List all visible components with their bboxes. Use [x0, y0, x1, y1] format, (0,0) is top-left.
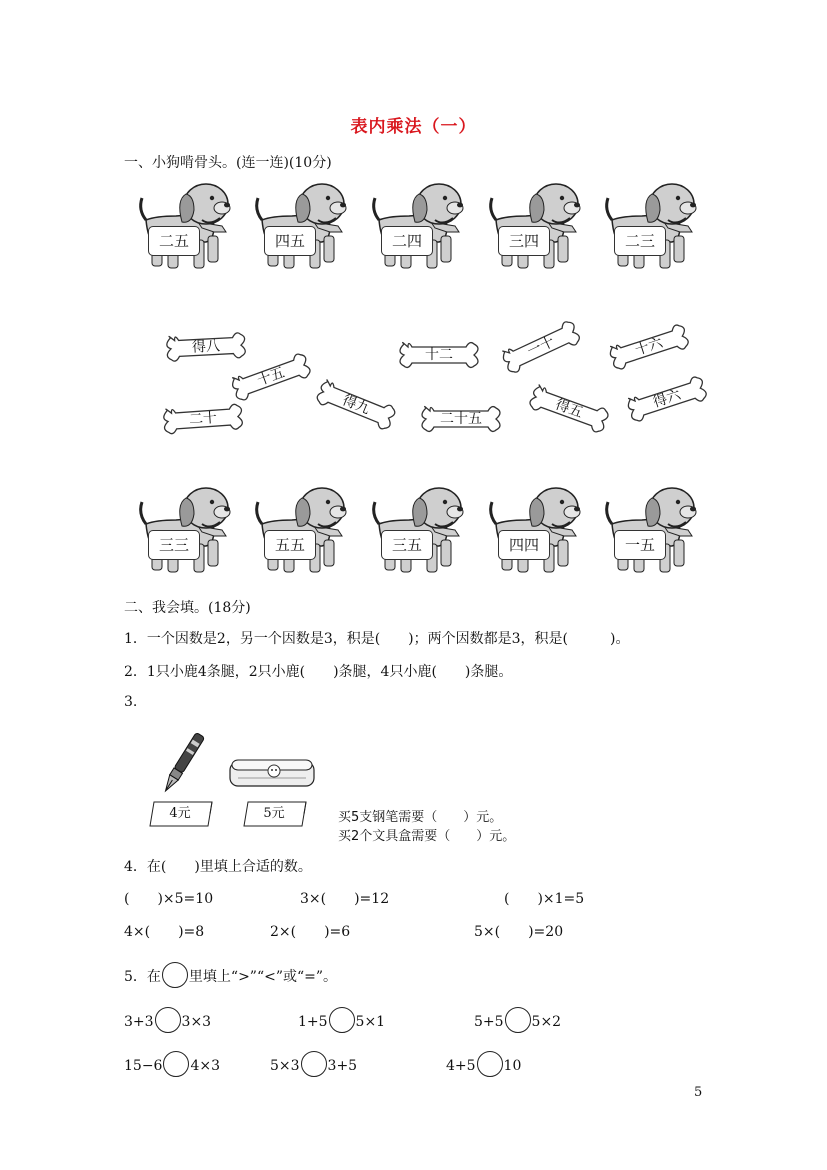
q4-item: 2×( )=6: [270, 924, 351, 940]
dog-label: 三四: [498, 226, 550, 256]
question-3a: 买5支钢笔需要（ ）元。: [338, 810, 503, 825]
bone-label: 十五: [255, 364, 287, 390]
compare-circle-icon[interactable]: [477, 1051, 503, 1077]
q5-item: 5×3 3+5: [270, 1051, 357, 1077]
bone-label: 十六: [633, 335, 665, 359]
compare-circle-icon[interactable]: [155, 1007, 181, 1033]
bone-label: 二十: [188, 410, 218, 428]
top-dog-2[interactable]: [252, 180, 352, 280]
compare-circle-icon: [162, 962, 188, 988]
fountain-pen-icon: [158, 728, 208, 798]
q4-item: 3×( )=12: [300, 891, 390, 907]
dog-label: 五五: [264, 530, 316, 560]
compare-circle-icon[interactable]: [505, 1007, 531, 1033]
section2-heading: 二、我会填。(18分): [124, 600, 251, 616]
dog-label: 二四: [381, 226, 433, 256]
bone-label: 得五: [553, 396, 585, 422]
bone-6[interactable]: [420, 402, 502, 436]
price-pen: 4元: [169, 806, 191, 821]
compare-circle-icon[interactable]: [163, 1051, 189, 1077]
bone-3[interactable]: [312, 374, 401, 436]
bone-label: 十二: [425, 347, 453, 363]
bone-4[interactable]: [161, 399, 245, 439]
top-dog-3[interactable]: [369, 180, 469, 280]
bone-1[interactable]: [164, 328, 248, 366]
page-title: 表内乘法（一）: [350, 117, 477, 137]
bone-7[interactable]: [497, 314, 586, 379]
bone-label: 一十: [524, 333, 558, 361]
dog-label: 二三: [614, 226, 666, 256]
question-5-heading: 5．在 里填上“>”“<”或“=”。: [124, 962, 337, 988]
q5-item: 5+5 5×2: [474, 1007, 561, 1033]
dog-label: 四四: [498, 530, 550, 560]
question-3b: 买2个文具盒需要（ ）元。: [338, 829, 516, 844]
top-dog-4[interactable]: [486, 180, 586, 280]
bone-5[interactable]: [398, 338, 480, 372]
question-3-label: 3.: [124, 694, 138, 710]
bone-8[interactable]: [525, 379, 614, 439]
bottom-dog-3[interactable]: [369, 484, 469, 584]
bone-9[interactable]: [605, 318, 693, 376]
price-box: 5元: [263, 806, 285, 821]
q5-item: 15−6 4×3: [124, 1051, 220, 1077]
dog-label: 四五: [264, 226, 316, 256]
q4-item: 4×( )=8: [124, 924, 205, 940]
q5-item: 1+5 5×1: [298, 1007, 385, 1033]
dog-label: 二五: [148, 226, 200, 256]
bottom-dog-2[interactable]: [252, 484, 352, 584]
top-dog-5[interactable]: [602, 180, 702, 280]
top-dog-1[interactable]: [136, 180, 236, 280]
bottom-dog-1[interactable]: [136, 484, 236, 584]
section1-heading: 一、小狗啃骨头。(连一连)(10分): [124, 155, 332, 171]
bone-10[interactable]: [623, 370, 711, 428]
q5-item: 3+3 3×3: [124, 1007, 211, 1033]
question-2: 2．1只小鹿4条腿，2只小鹿( )条腿，4只小鹿( )条腿。: [124, 664, 513, 680]
bottom-dog-5[interactable]: [602, 484, 702, 584]
bottom-dog-4[interactable]: [486, 484, 586, 584]
question-4-heading: 4．在( )里填上合适的数。: [124, 859, 312, 875]
dog-label: 三三: [148, 530, 200, 560]
bone-label: 二十五: [440, 411, 482, 427]
bone-label: 得八: [191, 338, 221, 356]
bone-label: 得九: [340, 392, 372, 418]
dog-label: 一五: [614, 530, 666, 560]
q4-item: 5×( )=20: [474, 924, 564, 940]
q4-item: ( )×1=5: [504, 891, 585, 907]
pencil-box-icon: [228, 756, 316, 790]
compare-circle-icon[interactable]: [329, 1007, 355, 1033]
compare-circle-icon[interactable]: [301, 1051, 327, 1077]
page-number: 5: [694, 1085, 703, 1100]
q4-item: ( )×5=10: [124, 891, 214, 907]
q5-item: 4+5 10: [446, 1051, 521, 1077]
dog-label: 三五: [381, 530, 433, 560]
question-1: 1．一个因数是2，另一个因数是3，积是( )；两个因数都是3，积是( )。: [124, 631, 630, 647]
bone-label: 得六: [651, 387, 683, 411]
